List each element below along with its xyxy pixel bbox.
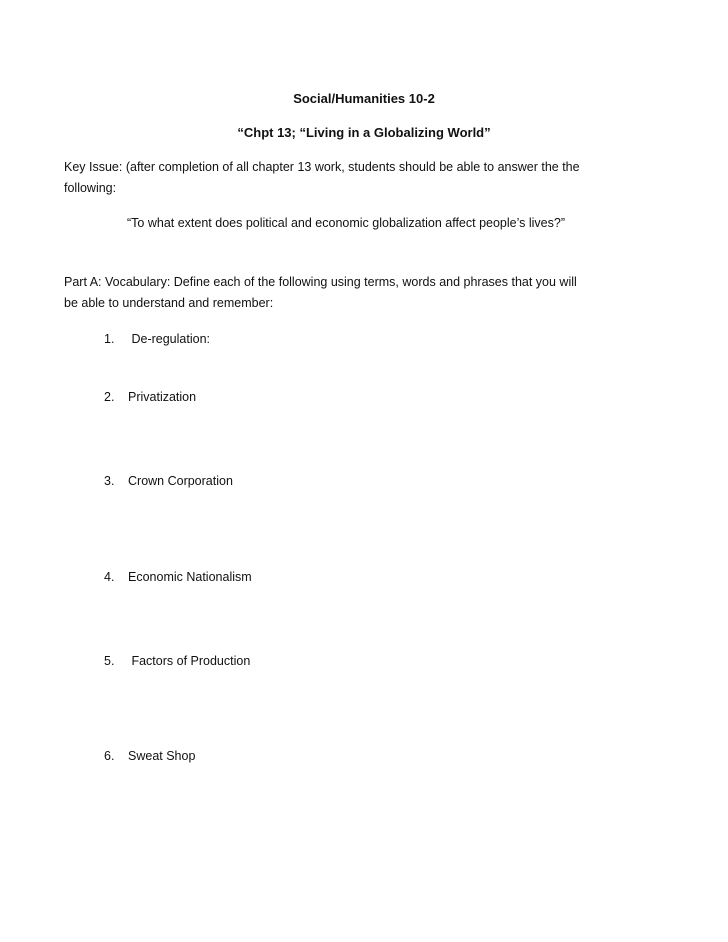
vocab-number: 5. bbox=[104, 654, 115, 668]
vocab-item bbox=[104, 329, 210, 350]
vocab-term: De-regulation: bbox=[128, 332, 210, 346]
vocab-term: Privatization bbox=[128, 390, 197, 404]
vocab-item bbox=[104, 746, 195, 767]
vocab-item bbox=[104, 471, 233, 492]
key-issue-line-2: following: bbox=[64, 181, 117, 195]
vocab-term: Sweat Shop bbox=[128, 749, 196, 763]
vocab-term: Factors of Production bbox=[128, 654, 251, 668]
key-issue-question: “To what extent does political and economic globalization affect people’s lives?” bbox=[127, 216, 565, 230]
vocab-item bbox=[104, 387, 196, 408]
part-a-line-2: be able to understand and remember: bbox=[64, 296, 274, 310]
key-issue-line-1: Key Issue: (after completion of all chapter 13 work, students should be able to answer the the bbox=[64, 160, 580, 174]
vocab-number: 4. bbox=[104, 570, 115, 584]
vocab-number: 2. bbox=[104, 390, 115, 404]
vocab-number: 1. bbox=[104, 332, 115, 346]
vocab-item bbox=[104, 651, 250, 672]
vocab-number: 6. bbox=[104, 749, 115, 763]
vocab-term: Economic Nationalism bbox=[128, 570, 252, 584]
vocab-item bbox=[104, 567, 252, 588]
course-title: Social/Humanities 10-2 bbox=[293, 91, 435, 106]
vocab-number: 3. bbox=[104, 474, 115, 488]
part-a-line-1: Part A: Vocabulary: Define each of the following using terms, words and phrases that you will bbox=[64, 275, 577, 289]
vocab-term: Crown Corporation bbox=[128, 474, 233, 488]
chapter-title: “Chpt 13; “Living in a Globalizing World” bbox=[237, 125, 491, 140]
